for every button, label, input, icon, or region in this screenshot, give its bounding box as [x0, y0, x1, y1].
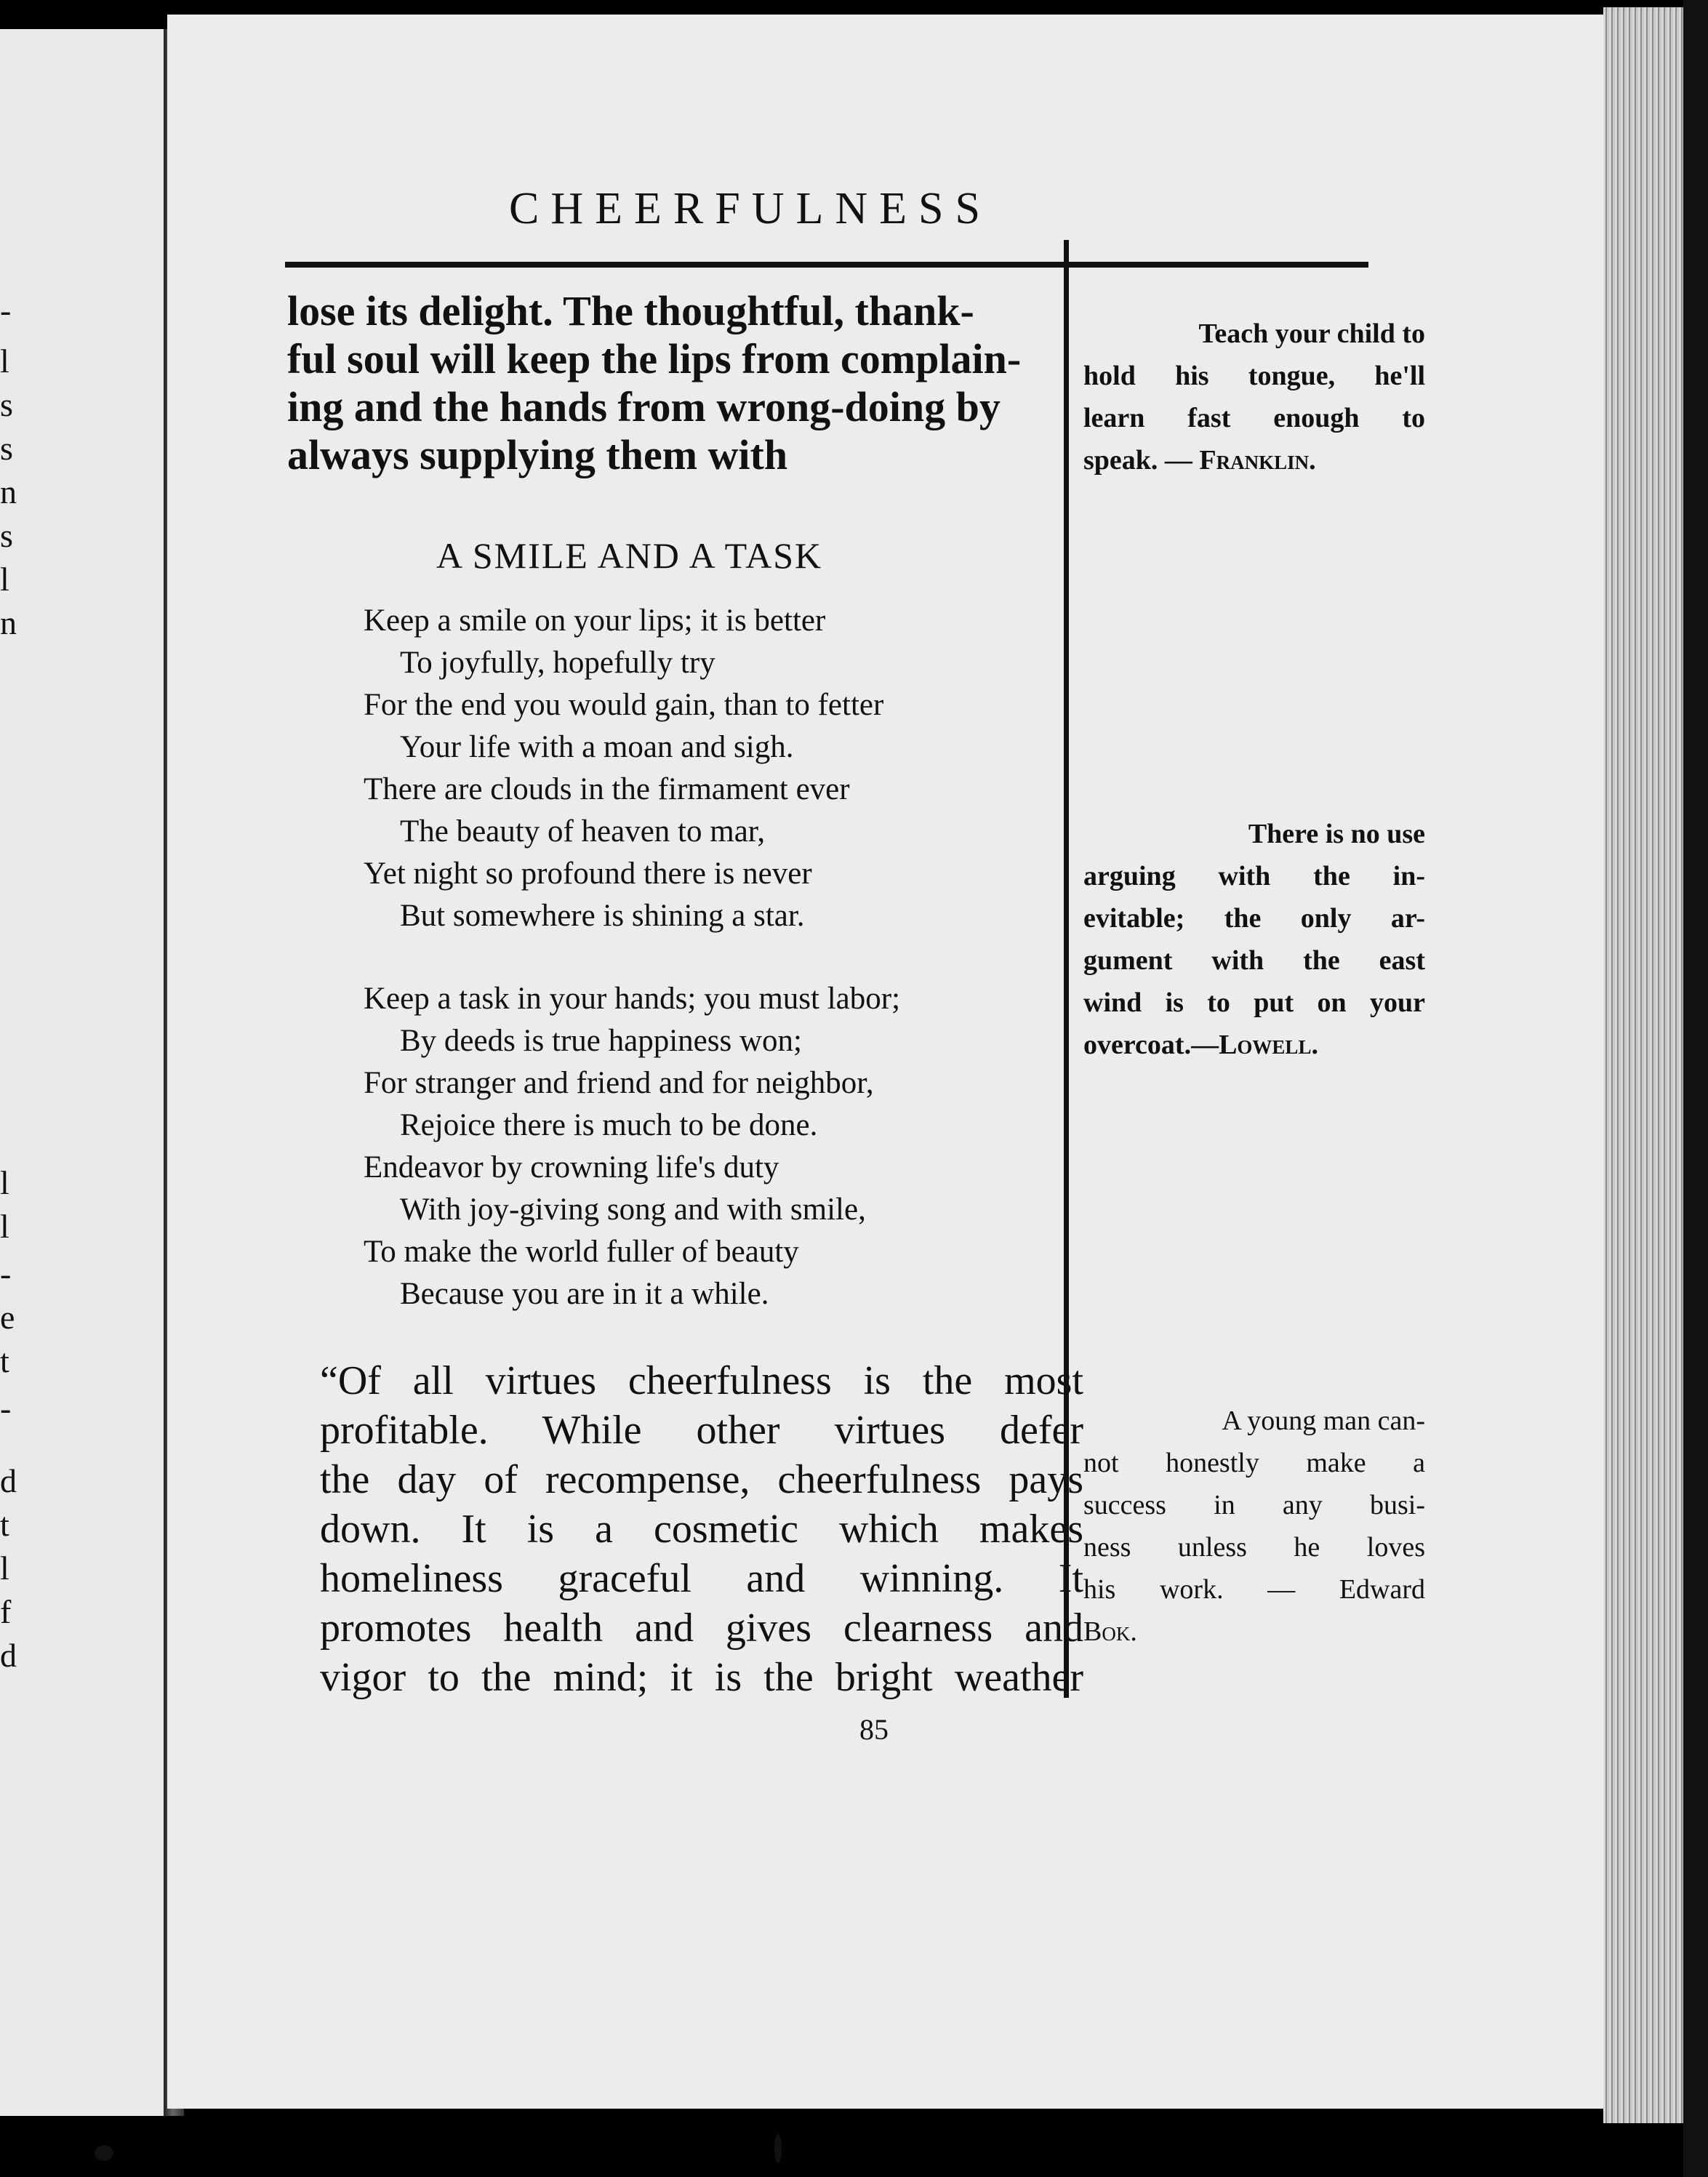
sidebar-line: overcoat.— [1083, 1030, 1219, 1060]
sidebar-line: speak. — [1083, 445, 1200, 476]
quote-author: Bok. [1083, 1616, 1137, 1647]
sidebar-line: wind is to put on your [1083, 987, 1425, 1018]
facing-page-letter: t [0, 1342, 9, 1379]
facing-page-letter: d [0, 1637, 17, 1674]
sidebar-line: evitable; the only ar- [1083, 903, 1425, 934]
sidebar-line: not honestly make a [1083, 1448, 1425, 1478]
quote-author: Franklin. [1199, 445, 1316, 476]
facing-page-letter: t [0, 1506, 9, 1543]
poem-line: Keep a smile on your lips; it is better [364, 604, 826, 638]
facing-page-letter: l [0, 1164, 9, 1201]
poem-line: But somewhere is shining a star. [400, 899, 805, 933]
facing-page-letter: s [0, 386, 13, 423]
facing-page-letter: - [0, 1390, 12, 1427]
poem-line: By deeds is true happiness won; [400, 1024, 802, 1058]
page-block-edge [1603, 7, 1683, 2123]
facing-page-letter: l [0, 561, 9, 598]
facing-page-letter: l [0, 1549, 9, 1587]
text-line: lose its delight. The thoughtful, thank- [287, 287, 974, 334]
poem-line: For the end you would gain, than to fetter [364, 688, 884, 722]
poem-line: Because you are in it a while. [400, 1277, 769, 1311]
facing-page-letter: e [0, 1299, 15, 1336]
facing-page-letter: s [0, 517, 13, 554]
poem-line: There are clouds in the firmament ever [364, 772, 850, 806]
poem-title: A SMILE AND A TASK [436, 535, 823, 576]
text-line: vigor to the mind; it is the bright weather [320, 1655, 1083, 1700]
text-line: “Of all virtues cheerfulness is the most [320, 1358, 1083, 1403]
poem-line: Your life with a moan and sigh. [400, 730, 794, 764]
poem-line: For stranger and friend and for neighbor, [364, 1066, 874, 1100]
text-line: always supplying them with [287, 431, 788, 478]
sidebar-line: hold his tongue, he'll [1083, 361, 1425, 391]
poem-line: The beauty of heaven to mar, [400, 814, 766, 849]
text-line: profitable. While other virtues defer [320, 1408, 1083, 1453]
facing-page-letter: n [0, 604, 17, 641]
cheerfulness-quote [320, 1356, 1083, 1702]
facing-page-letter: f [0, 1593, 12, 1630]
sidebar-attribution-line [1083, 1024, 1425, 1066]
sidebar-line: Teach your child to [1198, 318, 1425, 349]
book-cover-edge [1683, 0, 1708, 2177]
poem-line: To joyfully, hopefully try [400, 646, 715, 680]
sidebar-line: A young man can- [1222, 1406, 1425, 1436]
facing-page-letter: n [0, 473, 17, 510]
sidebar-quote-lowell [1083, 813, 1425, 1066]
sidebar-line: success in any busi- [1083, 1490, 1425, 1520]
sidebar-line: learn fast enough to [1083, 403, 1425, 433]
scan-speck [774, 2134, 782, 2163]
running-head: CHEERFULNESS [509, 184, 992, 233]
poem-line: To make the world fuller of beauty [364, 1235, 799, 1269]
text-line: down. It is a cosmetic which makes [320, 1507, 1083, 1552]
scan-speck [95, 2145, 113, 2161]
poem-line: Yet night so profound there is never [364, 857, 812, 891]
facing-page-edge [0, 29, 164, 2116]
sidebar-line: ness unless he loves [1083, 1532, 1425, 1563]
intro-paragraph [287, 287, 1094, 479]
sidebar-attribution-line [1083, 439, 1425, 481]
facing-page-letter: l [0, 1208, 9, 1245]
text-line: homeliness graceful and winning. It [320, 1556, 1083, 1601]
sidebar-line: There is no use [1248, 819, 1425, 849]
quote-author: Lowell. [1219, 1030, 1318, 1060]
sidebar-line: his work. — Edward [1083, 1574, 1425, 1605]
sidebar-line: gument with the east [1083, 945, 1425, 976]
page-number: 85 [859, 1713, 889, 1746]
header-rule [285, 262, 1368, 268]
poem-line: Rejoice there is much to be done. [400, 1108, 818, 1142]
poem-line: Endeavor by crowning life's duty [364, 1150, 779, 1184]
text-line: the day of recompense, cheerfulness pays [320, 1457, 1083, 1502]
text-line: promotes health and gives clearness and [320, 1605, 1083, 1651]
text-line: ing and the hands from wrong-doing by [287, 383, 1001, 430]
poem-stanza-2 [364, 978, 1062, 1315]
facing-page-letter: - [0, 1255, 12, 1292]
sidebar-quote-franklin [1083, 313, 1425, 481]
facing-page-letter: l [0, 342, 9, 380]
facing-page-letter: d [0, 1462, 17, 1499]
facing-page-letter: - [0, 292, 12, 329]
text-line: ful soul will keep the lips from complain- [287, 335, 1022, 382]
sidebar-line: arguing with the in- [1083, 861, 1425, 891]
poem-line: With joy-giving song and with smile, [400, 1192, 866, 1227]
facing-page-letter: s [0, 430, 13, 467]
facing-page-letters [0, 29, 22, 2116]
poem-line: Keep a task in your hands; you must labor; [364, 982, 901, 1016]
poem-stanza-1 [364, 600, 1062, 937]
sidebar-quote-bok [1083, 1400, 1425, 1653]
